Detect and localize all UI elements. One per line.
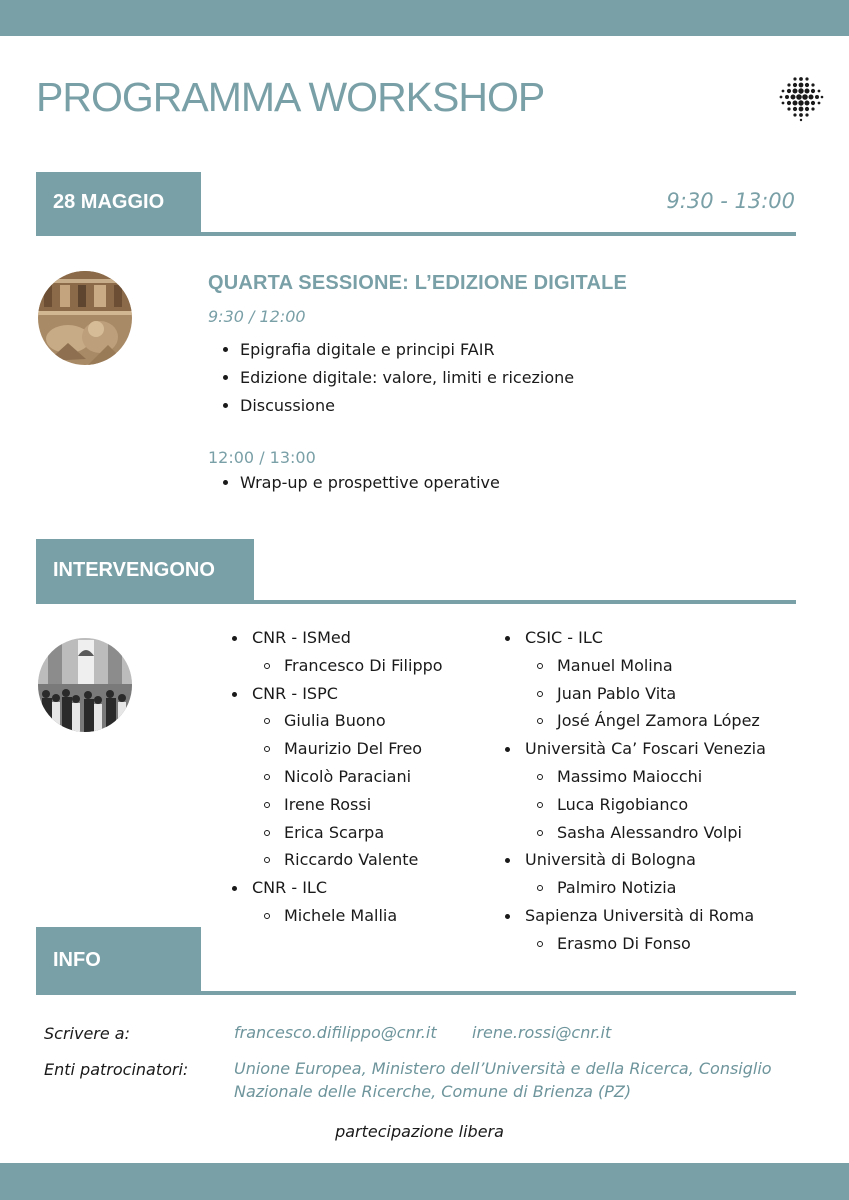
slot-time-1: 9:30 / 12:00 bbox=[208, 307, 306, 326]
person-item: Giulia Buono bbox=[232, 707, 443, 735]
free-entry-note bbox=[0, 1122, 849, 1141]
person-item: Juan Pablo Vita bbox=[505, 680, 766, 708]
person-item: Irene Rossi bbox=[232, 791, 443, 819]
person-item: Erasmo Di Fonso bbox=[505, 930, 766, 958]
person-item: Michele Mallia bbox=[232, 902, 443, 930]
info-rule bbox=[36, 991, 796, 995]
session-title: QUARTA SESSIONE: L’EDIZIONE DIGITALE bbox=[208, 272, 628, 294]
person-item: Luca Rigobianco bbox=[505, 791, 766, 819]
email-link-2[interactable]: irene.rossi@cnr.it bbox=[472, 1023, 612, 1042]
sponsors-label: Enti patrocinatori: bbox=[44, 1060, 189, 1079]
email-link-1[interactable]: francesco.difilippo@cnr.it bbox=[234, 1023, 437, 1042]
session-photo bbox=[38, 271, 132, 365]
list-item: • Epigrafia digitale e principi FAIR bbox=[240, 336, 574, 364]
page-title: PROGRAMMA WORKSHOP bbox=[36, 74, 545, 120]
list-item: • Edizione digitale: valore, limiti e ricezione bbox=[240, 364, 574, 392]
speakers-column-1 bbox=[232, 624, 443, 930]
day-tab: 28 MAGGIO bbox=[36, 172, 201, 233]
slot-time-2: 12:00 / 13:00 bbox=[208, 448, 316, 467]
person-item: José Ángel Zamora López bbox=[505, 707, 766, 735]
org-item: CNR - ISPC bbox=[232, 680, 443, 708]
write-label: Scrivere a: bbox=[44, 1024, 130, 1043]
org-item: Sapienza Università di Roma bbox=[505, 902, 766, 930]
speakers-photo bbox=[38, 638, 132, 732]
list-item: • Discussione bbox=[240, 392, 574, 420]
person-item: Francesco Di Filippo bbox=[232, 652, 443, 680]
person-item: Palmiro Notizia bbox=[505, 874, 766, 902]
person-item: Erica Scarpa bbox=[232, 819, 443, 847]
org-item: CSIC - ILC bbox=[505, 624, 766, 652]
bottom-band bbox=[0, 1163, 849, 1200]
org-item: CNR - ILC bbox=[232, 874, 443, 902]
person-item: Massimo Maiocchi bbox=[505, 763, 766, 791]
day-time-range: 9:30 - 13:00 bbox=[666, 189, 795, 213]
slot-2-list bbox=[208, 469, 500, 497]
list-item: • Wrap-up e prospettive operative bbox=[240, 469, 500, 497]
dot-grid-logo-icon bbox=[778, 76, 824, 122]
slot-1-list bbox=[208, 336, 574, 420]
org-item: Università di Bologna bbox=[505, 846, 766, 874]
speakers-column-2 bbox=[505, 624, 766, 958]
speakers-rule bbox=[36, 600, 796, 604]
sponsors-line-1: Unione Europea, Ministero dell’Università e della Ricerca, Consiglio bbox=[234, 1059, 772, 1078]
sponsors-line-2: Nazionale delle Ricerche, Comune di Brienza (PZ) bbox=[234, 1082, 632, 1101]
speakers-tab: INTERVENGONO bbox=[36, 539, 254, 601]
person-item: Riccardo Valente bbox=[232, 846, 443, 874]
free-entry-text: partecipazione libera bbox=[335, 1122, 504, 1141]
org-item: CNR - ISMed bbox=[232, 624, 443, 652]
info-tab: INFO bbox=[36, 927, 201, 994]
person-item: Maurizio Del Freo bbox=[232, 735, 443, 763]
person-item: Sasha Alessandro Volpi bbox=[505, 819, 766, 847]
day-rule bbox=[36, 232, 796, 236]
person-item: Manuel Molina bbox=[505, 652, 766, 680]
person-item: Nicolò Paraciani bbox=[232, 763, 443, 791]
top-band bbox=[0, 0, 849, 36]
org-item: Università Ca’ Foscari Venezia bbox=[505, 735, 766, 763]
